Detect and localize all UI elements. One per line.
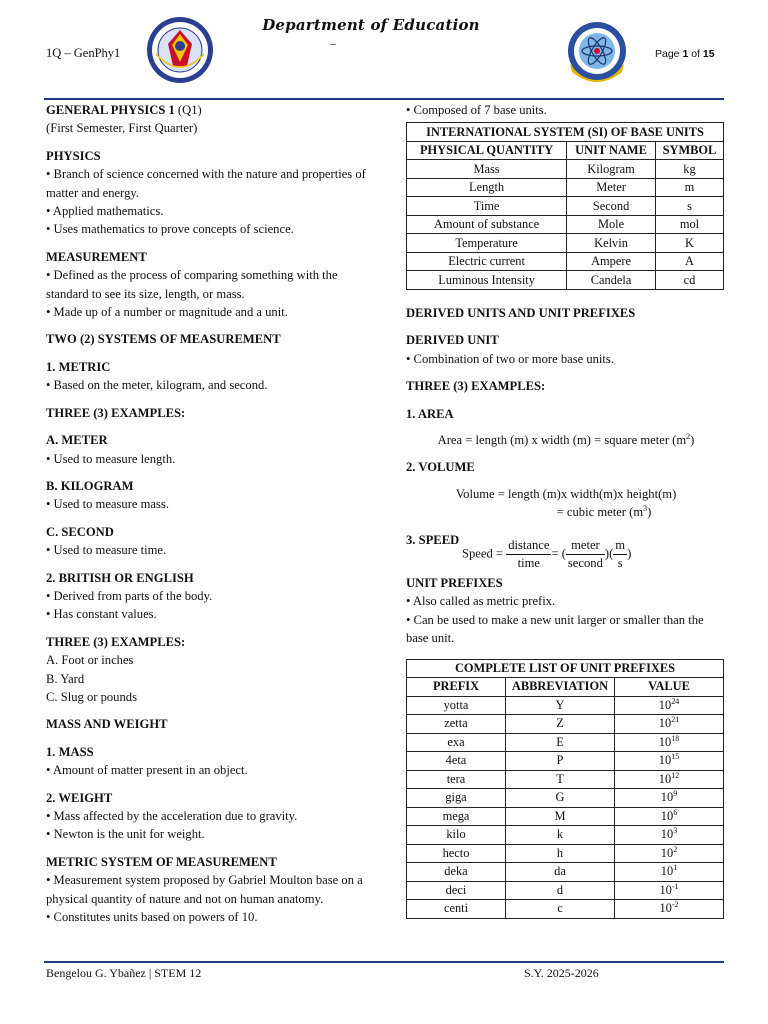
table-header: PHYSICAL QUANTITY: [407, 141, 567, 160]
fraction-denominator: second: [567, 555, 603, 570]
table-cell: Z: [506, 715, 615, 734]
bullet-text: • Applied mathematics.: [46, 204, 164, 219]
course-quarter: (Q1): [174, 103, 202, 117]
table-cell: Mole: [567, 215, 656, 234]
footer-school-year: S.Y. 2025-2026: [524, 966, 599, 980]
course-heading: [46, 101, 371, 119]
section-heading: PHYSICS: [46, 148, 101, 163]
table-cell: K: [655, 234, 723, 253]
section-heading: TWO (2) SYSTEMS OF MEASUREMENT: [46, 332, 281, 347]
table-row: [407, 234, 724, 253]
bullet-text: • Has constant values.: [46, 607, 157, 622]
table-cell: exa: [407, 733, 506, 752]
list-item: C. Slug or pounds: [46, 689, 137, 704]
volume-formula-line-2: [406, 503, 726, 521]
table-cell: Length: [407, 178, 567, 197]
table-cell: Temperature: [407, 234, 567, 253]
value-base: 10: [658, 734, 672, 749]
table-row: [407, 881, 724, 900]
table-row: [407, 789, 724, 808]
table-cell: G: [506, 789, 615, 808]
fraction: [613, 537, 627, 572]
fraction-numerator: distance: [506, 537, 551, 555]
value-base: 10: [660, 864, 674, 879]
table-cell: 4eta: [407, 752, 506, 771]
formula-text: ): [690, 432, 695, 447]
value-base: 10: [658, 771, 672, 786]
subsection-heading: 1. AREA: [406, 406, 454, 421]
table-row: [407, 215, 724, 234]
bullet-text: • Made up of a number or magnitude and a unit.: [46, 305, 288, 320]
prefix-value-cell: [615, 715, 724, 734]
value-exponent: 1: [673, 863, 678, 873]
value-base: 10: [658, 753, 672, 768]
right-column: [406, 101, 726, 919]
table-cell: M: [506, 807, 615, 826]
value-base: 10: [660, 845, 674, 860]
prefix-value-cell: [615, 807, 724, 826]
prefix-value-cell: [615, 881, 724, 900]
table-row: [407, 178, 724, 197]
bullet-text: • Uses mathematics to prove concepts of science.: [46, 222, 294, 237]
fraction: [506, 537, 551, 572]
bullet-text: • Combination of two or more base units.: [406, 351, 614, 366]
value-base: 10: [659, 901, 672, 916]
table-cell: Kilogram: [567, 160, 656, 179]
value-base: 10: [658, 716, 672, 731]
fraction-numerator: m: [613, 537, 627, 555]
footer-author: Bengelou G. Ybañez | STEM 12: [46, 966, 202, 980]
table-row: [407, 900, 724, 919]
subsection-heading: 2. VOLUME: [406, 460, 475, 475]
table-cell: giga: [407, 789, 506, 808]
table-cell: s: [655, 197, 723, 216]
value-exponent: 2: [673, 844, 678, 854]
value-exponent: 21: [671, 715, 680, 725]
bullet-text: • Can be used to make a new unit larger or smaller than the base unit.: [406, 612, 704, 646]
subsection-heading: 1. METRIC: [46, 359, 111, 374]
table-cell: E: [506, 733, 615, 752]
page-current: 1: [682, 48, 689, 60]
subsection-heading: 2. BRITISH OR ENGLISH: [46, 570, 194, 585]
footer-rule: [44, 961, 724, 963]
area-formula: [406, 431, 726, 449]
table-row: [407, 715, 724, 734]
table-header: SYMBOL: [655, 141, 723, 160]
subsection-heading: C. SECOND: [46, 524, 114, 539]
subsection-heading: B. KILOGRAM: [46, 478, 134, 493]
course-code: 1Q – GenPhy1: [46, 46, 121, 60]
bullet-text: • Newton is the unit for weight.: [46, 827, 205, 842]
value-exponent: 18: [671, 733, 680, 743]
bullet-text: • Used to measure length.: [46, 451, 176, 466]
table-cell: Candela: [567, 271, 656, 290]
table-cell: Electric current: [407, 252, 567, 271]
formula-text: ): [627, 546, 632, 561]
value-base: 10: [659, 882, 672, 897]
table-cell: mega: [407, 807, 506, 826]
subsection-heading: 2. WEIGHT: [46, 790, 113, 805]
formula-exponent: 3: [643, 503, 648, 513]
value-base: 10: [658, 697, 672, 712]
subsection-heading: A. METER: [46, 433, 108, 448]
table-cell: zetta: [407, 715, 506, 734]
value-exponent: -2: [671, 900, 679, 910]
subsection-heading: 3. SPEED: [406, 532, 460, 547]
prefix-value-cell: [615, 770, 724, 789]
left-column: [46, 101, 371, 926]
table-row: [407, 770, 724, 789]
table-row: [407, 863, 724, 882]
bullet-text: • Used to measure mass.: [46, 497, 169, 512]
table-row: [407, 160, 724, 179]
bullet-text: • Amount of matter present in an object.: [46, 763, 248, 778]
table-header: VALUE: [615, 678, 724, 697]
subsection-heading: THREE (3) EXAMPLES:: [46, 405, 186, 420]
table-cell: Luminous Intensity: [407, 271, 567, 290]
bullet-text: • Branch of science concerned with the nature and properties of matter and energy.: [46, 167, 366, 200]
prefix-value-cell: [615, 900, 724, 919]
formula-text: ): [647, 505, 652, 520]
table-cell: Second: [567, 197, 656, 216]
section-heading: METRIC SYSTEM OF MEASUREMENT: [46, 854, 277, 869]
value-exponent: 9: [673, 789, 678, 799]
fraction: [566, 537, 605, 572]
prefix-table-body: [407, 696, 724, 918]
header-rule: [44, 98, 724, 100]
table-cell: kg: [655, 160, 723, 179]
page-prefix: Page: [655, 48, 683, 60]
unit-prefixes-table: [406, 659, 724, 919]
prefix-value-cell: [615, 789, 724, 808]
formula-text: )(: [604, 546, 614, 561]
bullet-text: • Also called as metric prefix.: [406, 594, 556, 609]
bullet-text: • Measurement system proposed by Gabriel Moulton base on a physical quantity of nature and not on human anatomy.: [46, 873, 363, 906]
bullet-text: • Defined as the process of comparing something with the standard to see its size, length, or mass.: [46, 268, 338, 301]
table-cell: h: [506, 844, 615, 863]
table-header: PREFIX: [407, 678, 506, 697]
semester-line: (First Semester, First Quarter): [46, 121, 198, 136]
formula-text: Area = length (m) x width (m) = square meter (m: [437, 432, 687, 447]
value-exponent: 12: [671, 770, 680, 780]
bullet-text: • Derived from parts of the body.: [46, 588, 213, 603]
prefix-value-cell: [615, 826, 724, 845]
science-school-seal-icon: [562, 20, 632, 86]
table-cell: m: [655, 178, 723, 197]
list-item: A. Foot or inches: [46, 653, 134, 668]
table-cell: Time: [407, 197, 567, 216]
page-title: Department of Education: [262, 16, 480, 34]
table-cell: kilo: [407, 826, 506, 845]
table-cell: d: [506, 881, 615, 900]
page-indicator: [655, 45, 715, 63]
subsection-heading: THREE (3) EXAMPLES:: [46, 634, 186, 649]
subsection-heading: DERIVED UNIT: [406, 333, 499, 348]
table-header: UNIT NAME: [567, 141, 656, 160]
value-base: 10: [660, 790, 674, 805]
table-cell: Mass: [407, 160, 567, 179]
formula-exponent: 2: [686, 431, 691, 441]
title-dash: –: [330, 36, 336, 50]
table-row: [407, 733, 724, 752]
formula-text: = cubic meter (m: [556, 505, 644, 520]
page-total: 15: [702, 48, 715, 60]
table-cell: Y: [506, 696, 615, 715]
table-cell: k: [506, 826, 615, 845]
table-cell: yotta: [407, 696, 506, 715]
value-exponent: 6: [673, 807, 678, 817]
volume-formula-line-1: Volume = length (m)x width(m)x height(m): [455, 486, 677, 501]
table-row: [407, 807, 724, 826]
page-sep: of: [688, 48, 703, 60]
course-title: GENERAL PHYSICS 1: [46, 103, 175, 117]
prefix-value-cell: [615, 844, 724, 863]
table-row: [407, 271, 724, 290]
table-cell: T: [506, 770, 615, 789]
value-exponent: -1: [671, 881, 679, 891]
table-cell: Meter: [567, 178, 656, 197]
table-title: INTERNATIONAL SYSTEM (SI) OF BASE UNITS: [407, 123, 724, 142]
table-cell: Amount of substance: [407, 215, 567, 234]
table-cell: hecto: [407, 844, 506, 863]
bullet-text: • Composed of 7 base units.: [406, 103, 547, 117]
formula-text: = (: [551, 546, 566, 561]
bullet-text: • Based on the meter, kilogram, and second.: [46, 378, 268, 393]
table-cell: c: [506, 900, 615, 919]
formula-text: Speed =: [462, 546, 504, 561]
subsection-heading: THREE (3) EXAMPLES:: [406, 379, 546, 394]
table-cell: mol: [655, 215, 723, 234]
value-base: 10: [660, 808, 674, 823]
table-cell: da: [506, 863, 615, 882]
bullet-text: • Constitutes units based on powers of 10.: [46, 910, 258, 925]
table-row: [407, 752, 724, 771]
table-cell: Kelvin: [567, 234, 656, 253]
bullet-text: • Mass affected by the acceleration due to gravity.: [46, 809, 298, 823]
table-row: [407, 696, 724, 715]
fraction-denominator: time: [517, 555, 541, 570]
section-heading: UNIT PREFIXES: [406, 575, 503, 590]
list-item: B. Yard: [46, 671, 85, 686]
value-exponent: 3: [673, 826, 678, 836]
section-heading: DERIVED UNITS AND UNIT PREFIXES: [406, 305, 636, 320]
subsection-heading: 1. MASS: [46, 744, 94, 759]
si-base-units-table: [406, 122, 724, 290]
table-cell: P: [506, 752, 615, 771]
prefix-value-cell: [615, 752, 724, 771]
bullet-text: • Used to measure time.: [46, 543, 167, 558]
table-row: [407, 252, 724, 271]
value-exponent: 15: [671, 752, 680, 762]
table-row: [407, 844, 724, 863]
fraction-denominator: s: [617, 555, 623, 570]
table-title: COMPLETE LIST OF UNIT PREFIXES: [407, 659, 724, 678]
table-header: ABBREVIATION: [506, 678, 615, 697]
section-heading: MASS AND WEIGHT: [46, 717, 168, 732]
table-cell: tera: [407, 770, 506, 789]
table-cell: deci: [407, 881, 506, 900]
table-cell: A: [655, 252, 723, 271]
table-row: [407, 197, 724, 216]
fraction-numerator: meter: [566, 537, 605, 555]
table-cell: centi: [407, 900, 506, 919]
table-row: [407, 826, 724, 845]
table-cell: cd: [655, 271, 723, 290]
prefix-value-cell: [615, 733, 724, 752]
table-cell: deka: [407, 863, 506, 882]
table-cell: Ampere: [567, 252, 656, 271]
value-exponent: 24: [671, 696, 680, 706]
prefix-value-cell: [615, 696, 724, 715]
value-base: 10: [660, 827, 674, 842]
prefix-value-cell: [615, 863, 724, 882]
section-heading: MEASUREMENT: [46, 249, 147, 264]
